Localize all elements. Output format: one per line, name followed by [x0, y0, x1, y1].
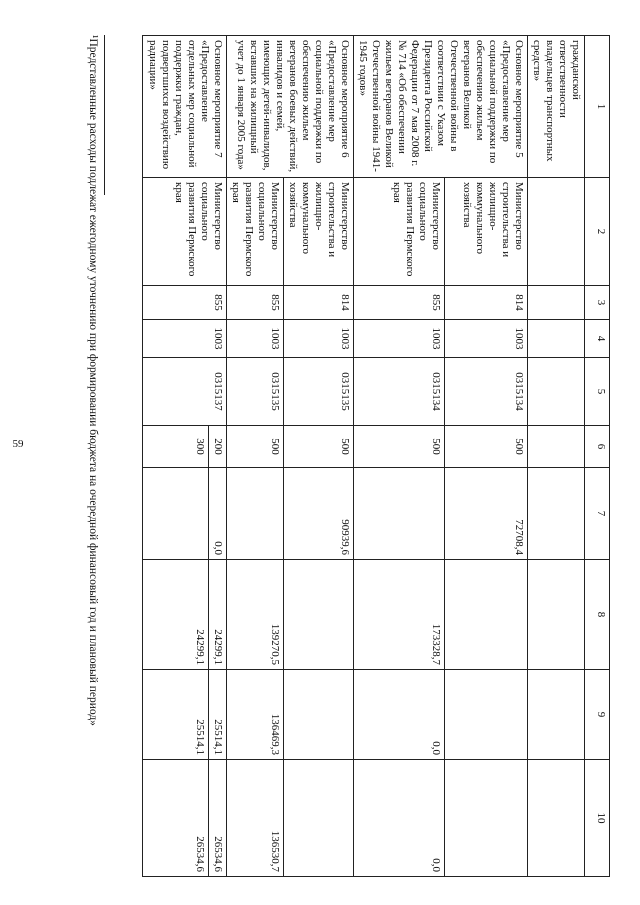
cell-agency: Министерство социального развития Пермского края: [354, 178, 445, 286]
cell-value-a: 24299,1: [208, 560, 224, 669]
cell-value-b: 26534,6: [194, 836, 206, 872]
cell-code: 855: [354, 286, 445, 320]
cell-value-split: [143, 560, 227, 670]
cell-value-split: [143, 670, 227, 760]
rotated-page-content: [30, 35, 610, 876]
table-row: [445, 36, 528, 877]
cell-type: 500: [445, 426, 528, 468]
budget-table: [142, 35, 610, 877]
cell-value-b: 25514,1: [194, 719, 206, 755]
cell-value: 136530,7: [227, 760, 284, 877]
cell-value-b: 24299,1: [194, 629, 206, 665]
footnote-text: ¹Представленные расходы подлежат ежегодному уточнению при формировании бюджета на очередной финансовый год и плановый период»: [87, 35, 99, 726]
cell-value: [528, 760, 585, 877]
cell-value: 173328,7: [354, 560, 445, 670]
table-header-row: [585, 36, 610, 877]
cell-type: 500: [354, 426, 445, 468]
cell-value: [284, 560, 354, 670]
cell-section: 1003: [354, 320, 445, 358]
cell-value: 72708,4: [445, 468, 528, 560]
cell-value: [528, 468, 585, 560]
cell-target: 0315135: [227, 358, 284, 426]
cell-activity: гражданской ответственности владельцев транспортных средств»: [528, 36, 585, 178]
cell-value: [227, 468, 284, 560]
cell-section: 1003: [284, 320, 354, 358]
cell-target: 0315137: [143, 358, 227, 426]
table-row: [284, 36, 354, 877]
header-cell: 6: [585, 426, 610, 468]
cell-type: 500: [227, 426, 284, 468]
cell-value: [528, 670, 585, 760]
table-row: [528, 36, 585, 877]
cell-code: 855: [143, 286, 227, 320]
cell-section: 1003: [227, 320, 284, 358]
cell-value: [445, 670, 528, 760]
cell-value: [284, 670, 354, 760]
cell-type: [528, 426, 585, 468]
cell-activity: Основное мероприятие 6 «Предоставление мер социальной поддержки по обеспечению жильем ветеранов боевых действий, инвалидов и семей, имеющих детей-инвалидов, вставших на жилищный учет до 1 января 2005 года»: [227, 36, 354, 178]
footnote-rule: [104, 35, 105, 195]
header-cell: 3: [585, 286, 610, 320]
cell-type-a: 200: [208, 426, 224, 467]
cell-code: 814: [284, 286, 354, 320]
cell-section: [528, 320, 585, 358]
cell-value-a: 26534,6: [208, 760, 224, 876]
cell-value-a: 25514,1: [208, 670, 224, 759]
cell-type-b: 300: [194, 438, 206, 455]
cell-value: 136469,3: [227, 670, 284, 760]
cell-activity: Основное мероприятие 5 «Предоставление мер социальной поддержки по обеспечению жильем ветеранов Великой Отечественной войны в соответствии с Указом Президента Российской Федерации от 7 мая 2008 г. № 714 «Об обеспечении жильем ветеранов Великой Отечественной войны 1941-1945 годов»: [354, 36, 528, 178]
header-cell: 5: [585, 358, 610, 426]
cell-value: [445, 560, 528, 670]
cell-value-split: [143, 760, 227, 877]
cell-value: [445, 760, 528, 877]
cell-type-split: [143, 426, 227, 468]
header-cell: 9: [585, 670, 610, 760]
cell-activity: Основное мероприятие 7 «Предоставление отдельных мер социальной поддержки граждан, подвергшихся воздействию радиации»: [143, 36, 227, 178]
cell-code: 855: [227, 286, 284, 320]
cell-target: [528, 358, 585, 426]
cell-value-a: 0,0: [208, 468, 224, 559]
cell-value: 0,0: [354, 760, 445, 877]
page-number: 59: [12, 438, 24, 450]
header-cell: 1: [585, 36, 610, 178]
header-cell: 4: [585, 320, 610, 358]
cell-target: 0315134: [354, 358, 445, 426]
cell-agency: Министерство социального развития Пермского края: [143, 178, 227, 286]
cell-value: 139270,5: [227, 560, 284, 670]
cell-target: 0315135: [284, 358, 354, 426]
cell-value: [284, 760, 354, 877]
table-row: [143, 36, 227, 877]
header-cell: 7: [585, 468, 610, 560]
cell-value: 0,0: [354, 670, 445, 760]
cell-value-b: [206, 472, 208, 555]
cell-agency: [528, 178, 585, 286]
cell-code: 814: [445, 286, 528, 320]
cell-value: [354, 468, 445, 560]
cell-value: [528, 560, 585, 670]
cell-target: 0315134: [445, 358, 528, 426]
cell-agency: Министерство строительства и жилищно-коммунального хозяйства: [445, 178, 528, 286]
cell-type: 500: [284, 426, 354, 468]
cell-code: [528, 286, 585, 320]
header-cell: 10: [585, 760, 610, 877]
header-cell: 2: [585, 178, 610, 286]
cell-value: 90939,6: [284, 468, 354, 560]
footnote: [86, 35, 105, 876]
header-cell: 8: [585, 560, 610, 670]
cell-agency: Министерство социального развития Пермского края: [227, 178, 284, 286]
cell-section: 1003: [445, 320, 528, 358]
cell-section: 1003: [143, 320, 227, 358]
cell-agency: Министерство строительства и жилищно-коммунального хозяйства: [284, 178, 354, 286]
cell-value-split: [143, 468, 227, 560]
